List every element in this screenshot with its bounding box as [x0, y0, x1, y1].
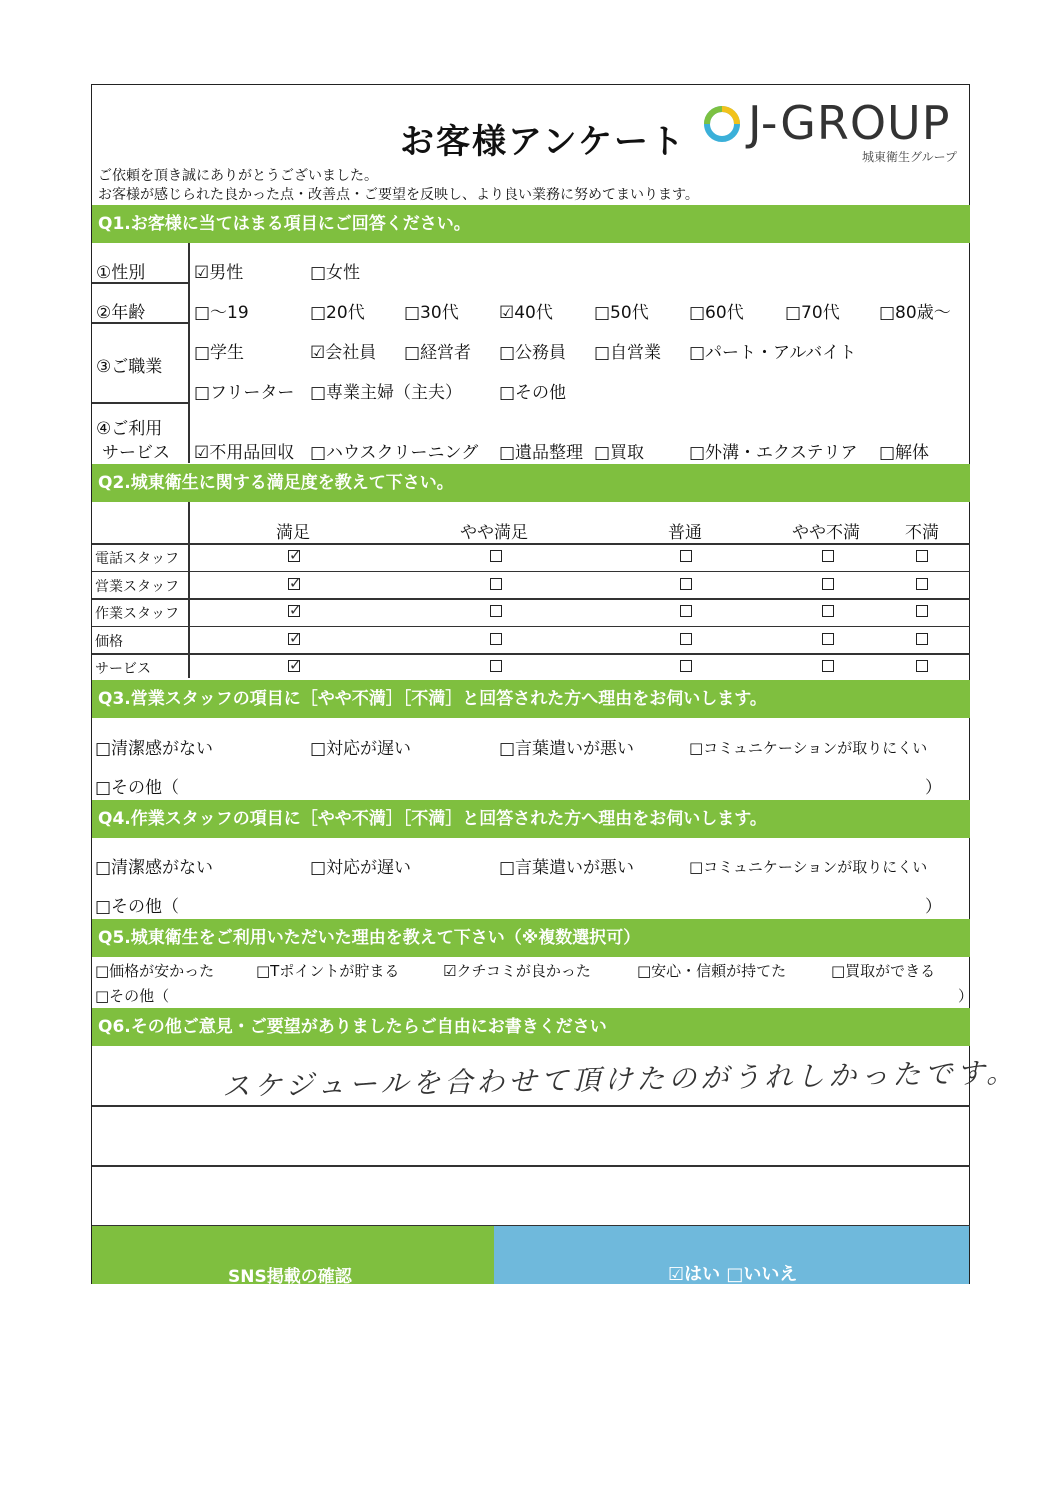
q3-option[interactable]: □コミュニケーションが取りにくい	[689, 739, 928, 757]
q4-option[interactable]: □対応が遅い	[310, 858, 412, 878]
sns-consent-options[interactable]: ☑はい □いいえ	[668, 1264, 798, 1285]
q5-other-close: ）	[958, 987, 974, 1005]
q5-option[interactable]: □価格が安かった	[95, 962, 215, 980]
satisfaction-row-label: 営業スタッフ	[95, 578, 179, 595]
job-option[interactable]: □経営者	[404, 343, 472, 363]
satisfaction-checkbox[interactable]	[916, 578, 928, 590]
page-title: お客様アンケート	[400, 122, 686, 162]
check-mark-icon: ✓	[289, 601, 302, 619]
satisfaction-col-header: やや不満	[792, 523, 860, 543]
age-option[interactable]: □80歳～	[879, 303, 951, 323]
logo-ring-icon	[702, 104, 742, 144]
job-option[interactable]: ☑会社員	[310, 343, 377, 363]
service-option[interactable]: □ハウスクリーニング	[310, 443, 479, 463]
q4-other-close: ）	[925, 897, 942, 917]
handwritten-comment: スケジュールを合わせて頂けたのがうれしかったです。	[221, 1056, 1019, 1103]
q1-row-divider	[92, 402, 189, 404]
satisfaction-row-label: サービス	[95, 661, 151, 677]
satisfaction-checkbox[interactable]	[490, 578, 502, 590]
age-option[interactable]: □30代	[404, 303, 459, 323]
q4-option[interactable]: □清潔感がない	[95, 858, 214, 878]
age-option[interactable]: □60代	[689, 303, 744, 323]
satisfaction-checkbox[interactable]	[916, 550, 928, 562]
check-mark-icon: ✓	[289, 628, 302, 647]
satisfaction-checkbox[interactable]	[916, 605, 928, 617]
q2-label-divider	[188, 502, 190, 678]
satisfaction-row-label: 電話スタッフ	[95, 551, 179, 567]
satisfaction-checkbox[interactable]	[916, 633, 928, 645]
service-label: ④ご利用	[96, 419, 163, 439]
comment-line	[92, 1105, 970, 1107]
q2-row-divider	[92, 598, 970, 600]
q5-option[interactable]: □Tポイントが貯まる	[256, 962, 400, 980]
satisfaction-checkbox[interactable]	[680, 605, 692, 617]
age-option[interactable]: □20代	[310, 303, 365, 323]
satisfaction-checkbox[interactable]	[822, 633, 834, 645]
gender-label: ①性別	[96, 263, 146, 283]
intro-line-1: ご依頼を頂き誠にありがとうございました。	[98, 168, 378, 184]
logo-wordmark: J-GROUP	[748, 96, 951, 150]
q3-option[interactable]: □言葉遣いが悪い	[499, 739, 635, 759]
satisfaction-col-header: やや満足	[460, 523, 528, 543]
service-option[interactable]: □解体	[879, 443, 930, 463]
gender-option-male[interactable]: ☑男性	[194, 263, 244, 283]
satisfaction-checkbox[interactable]	[490, 605, 502, 617]
satisfaction-row-label: 価格	[95, 633, 123, 650]
satisfaction-checkbox[interactable]	[680, 550, 692, 562]
q1-label-divider	[188, 243, 190, 463]
q3-other-close: ）	[925, 778, 942, 798]
satisfaction-row-label: 作業スタッフ	[95, 606, 179, 622]
q4-option[interactable]: □コミュニケーションが取りにくい	[689, 858, 928, 876]
q5-heading: Q5.城東衛生をご利用いただいた理由を教えて下さい（※複数選択可）	[92, 919, 970, 957]
satisfaction-checkbox[interactable]	[822, 605, 834, 617]
q4-option[interactable]: □言葉遣いが悪い	[499, 858, 635, 878]
job-option[interactable]: □専業主婦（主夫）	[310, 383, 463, 403]
q3-other-option[interactable]: □その他（	[95, 778, 180, 798]
satisfaction-checkbox[interactable]	[822, 578, 834, 590]
comment-line	[92, 1165, 970, 1167]
age-label: ②年齢	[96, 303, 146, 323]
job-label: ③ご職業	[96, 357, 163, 377]
job-option[interactable]: □フリーター	[194, 383, 295, 403]
q4-heading: Q4.作業スタッフの項目に［やや不満］［不満］と回答された方へ理由をお伺いします。	[92, 800, 970, 838]
service-option[interactable]: □買取	[594, 443, 645, 463]
check-mark-icon: ✓	[289, 546, 302, 564]
job-option[interactable]: □その他	[499, 383, 567, 403]
job-option[interactable]: □公務員	[499, 343, 567, 363]
satisfaction-col-header: 不満	[905, 523, 939, 543]
check-mark-icon: ✓	[289, 573, 302, 592]
satisfaction-col-header: 満足	[276, 523, 310, 543]
service-label-2: サービス	[102, 443, 170, 463]
q4-other-option[interactable]: □その他（	[95, 897, 180, 917]
q2-row-divider	[92, 653, 970, 655]
satisfaction-checkbox[interactable]	[490, 660, 502, 672]
intro-line-2: お客様が感じられた良かった点・改善点・ご要望を反映し、より良い業務に努めてまいります。	[98, 187, 699, 203]
q3-option[interactable]: □清潔感がない	[95, 739, 214, 759]
company-logo	[702, 96, 972, 166]
satisfaction-checkbox[interactable]	[490, 550, 502, 562]
satisfaction-col-header: 普通	[668, 523, 702, 543]
service-option[interactable]: □遺品整理	[499, 443, 584, 463]
age-option[interactable]: ☑40代	[499, 303, 553, 323]
satisfaction-checkbox[interactable]	[916, 660, 928, 672]
job-option[interactable]: □パート・アルバイト	[689, 343, 857, 363]
q5-option[interactable]: □安心・信頼が持てた	[637, 962, 787, 980]
q2-row-divider	[92, 571, 970, 573]
q5-option[interactable]: ☑クチコミが良かった	[443, 962, 591, 980]
q1-heading: Q1.お客様に当てはまる項目にご回答ください。	[92, 205, 970, 243]
satisfaction-checkbox[interactable]	[822, 550, 834, 562]
sns-confirm-label: SNS掲載の確認	[228, 1267, 352, 1287]
q2-heading: Q2.城東衛生に関する満足度を教えて下さい。	[92, 464, 970, 502]
age-option[interactable]: □～19	[194, 303, 249, 323]
age-option[interactable]: □50代	[594, 303, 649, 323]
service-option[interactable]: ☑不用品回収	[194, 443, 295, 463]
satisfaction-checkbox[interactable]	[680, 578, 692, 590]
job-option[interactable]: □学生	[194, 343, 245, 363]
gender-option-female[interactable]: □女性	[310, 263, 361, 283]
q2-row-divider	[92, 626, 970, 628]
logo-subtitle: 城東衛生グループ	[862, 150, 958, 164]
q5-option[interactable]: □買取ができる	[831, 962, 936, 980]
satisfaction-checkbox[interactable]	[680, 633, 692, 645]
q2-row-divider	[92, 543, 970, 545]
satisfaction-checkbox[interactable]	[822, 660, 834, 672]
service-option[interactable]: □外溝・エクステリア	[689, 443, 858, 463]
satisfaction-checkbox[interactable]	[680, 660, 692, 672]
q6-heading: Q6.その他ご意見・ご要望がありましたらご自由にお書きください	[92, 1008, 970, 1046]
q3-heading: Q3.営業スタッフの項目に［やや不満］［不満］と回答された方へ理由をお伺いします。	[92, 680, 970, 718]
job-option[interactable]: □自営業	[594, 343, 662, 363]
age-option[interactable]: □70代	[785, 303, 840, 323]
check-mark-icon: ✓	[289, 656, 302, 674]
q3-option[interactable]: □対応が遅い	[310, 739, 412, 759]
satisfaction-checkbox[interactable]	[490, 633, 502, 645]
q5-other-option[interactable]: □その他（	[95, 987, 170, 1005]
